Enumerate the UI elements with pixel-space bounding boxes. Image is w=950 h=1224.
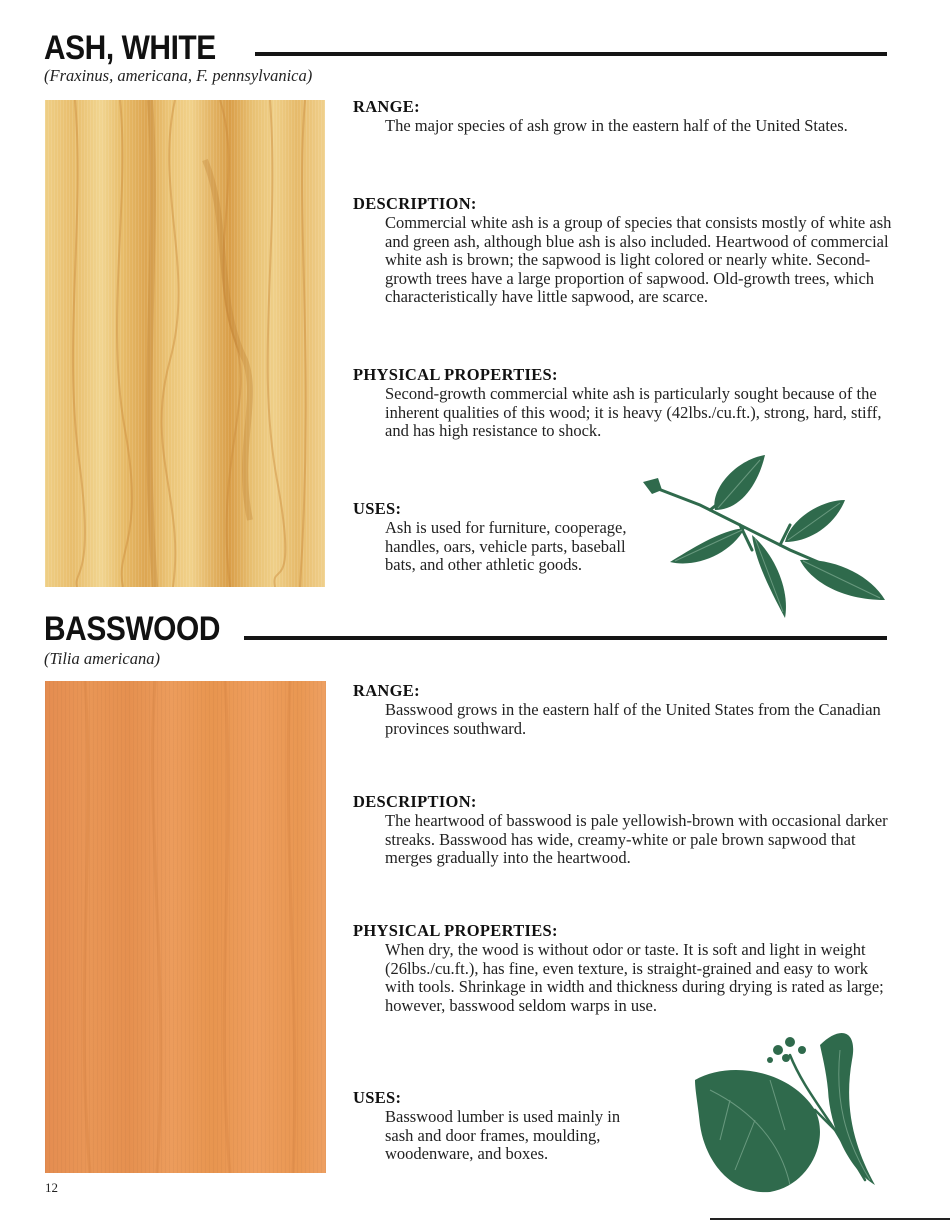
ash-title: ASH, WHITE (44, 29, 216, 67)
basswood-description-text: The heartwood of basswood is pale yellowish-brown with occasional darker streaks. Basswood has wide, creamy-white or pale brown sapwood that merges gradually into the heartwood. (385, 811, 888, 867)
basswood-uses-label: USES: (353, 1088, 402, 1107)
ash-physical-properties-section (353, 365, 893, 441)
ash-title-rule (255, 52, 887, 56)
basswood-wood-sample (45, 681, 326, 1173)
ash-scientific-name: (Fraxinus, americana, F. pennsylvanica) (44, 66, 313, 85)
ash-description-text: Commercial white ash is a group of species that consists mostly of white ash and green ash, although blue ash is also included. Heartwood of commercial white ash is brown; the sapwood is light colored or nearly white. Second-growth trees have a large proportion of sapwood. Old-growth trees, which characteristically have little sapwood, are scarce. (385, 213, 892, 306)
page-number: 12 (45, 1180, 58, 1195)
basswood-title-rule (244, 636, 887, 640)
basswood-physical-properties-text: When dry, the wood is without odor or taste. It is soft and light in weight (26lbs./cu.ft.), has fine, even texture, is straight-grained and easy to work with tools. Shrinkage in width and thickness during drying is rated as large; however, basswood seldom warps in use. (385, 940, 884, 1015)
ash-description-label: DESCRIPTION: (353, 194, 477, 213)
ash-leaf-illustration (640, 450, 890, 622)
ash-description-section (353, 194, 893, 307)
ash-wood-sample (45, 100, 325, 587)
basswood-range-section (353, 681, 893, 738)
basswood-description-section (353, 792, 893, 868)
ash-physical-properties-label: PHYSICAL PROPERTIES: (353, 365, 558, 384)
basswood-description-label: DESCRIPTION: (353, 792, 477, 811)
basswood-uses-text: Basswood lumber is used mainly in sash and door frames, moulding, woodenware, and boxes. (385, 1107, 621, 1163)
basswood-range-label: RANGE: (353, 681, 420, 700)
ash-wood-grain (45, 100, 325, 587)
basswood-range-text: Basswood grows in the eastern half of the United States from the Canadian provinces southward. (385, 700, 881, 738)
basswood-wood-grain (45, 681, 326, 1173)
ash-range-section (353, 97, 893, 136)
basswood-scientific-name: (Tilia americana) (44, 649, 160, 668)
ash-range-label: RANGE: (353, 97, 420, 116)
basswood-physical-properties-label: PHYSICAL PROPERTIES: (353, 921, 558, 940)
ash-physical-properties-text: Second-growth commercial white ash is particularly sought because of the inherent qualities of this wood; it is heavy (42lbs./cu.ft.), strong, hard, stiff, and has high resistance to shock. (385, 384, 882, 440)
ash-uses-text: Ash is used for furniture, cooperage, handles, oars, vehicle parts, baseball bats, and other athletic goods. (385, 518, 627, 574)
footer-rule (710, 1218, 950, 1220)
ash-uses-label: USES: (353, 499, 402, 518)
ash-range-text: The major species of ash grow in the eastern half of the United States. (385, 116, 848, 135)
basswood-leaf-illustration (690, 1020, 890, 1195)
basswood-title: BASSWOOD (44, 610, 220, 648)
basswood-physical-properties-section (353, 921, 893, 1015)
